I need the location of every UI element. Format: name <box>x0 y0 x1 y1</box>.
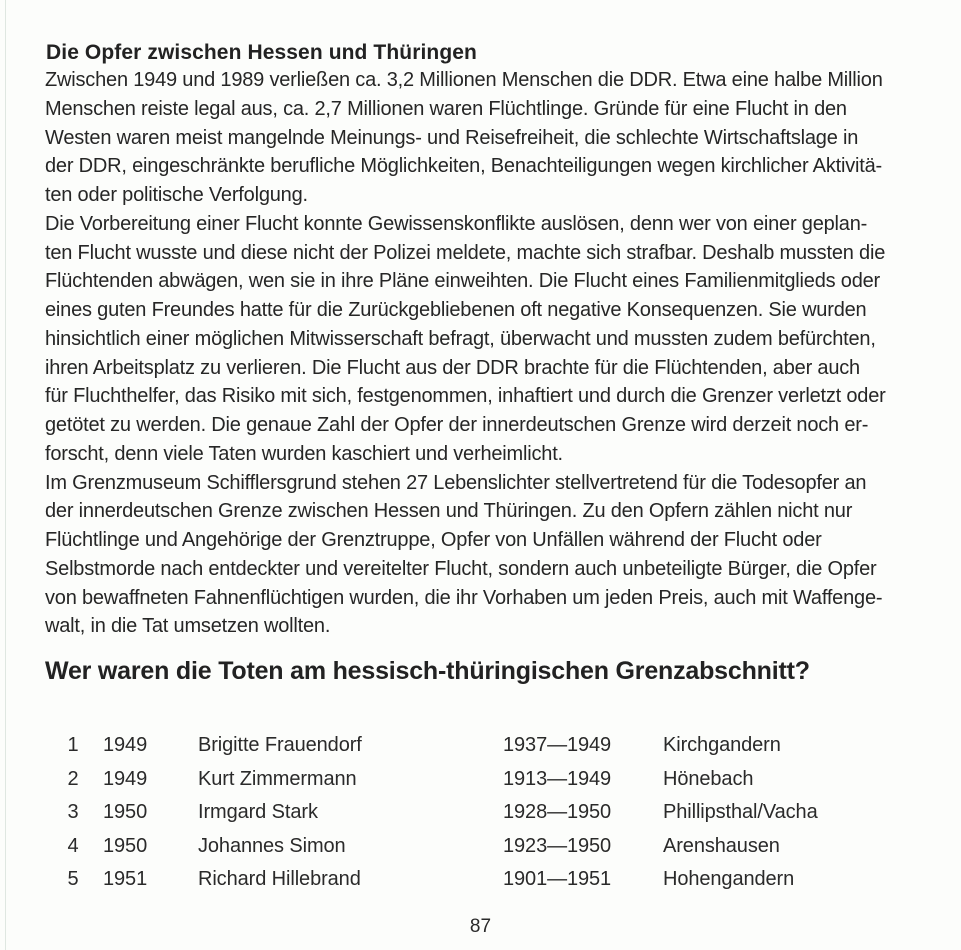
victim-name: Johannes Simon <box>198 834 346 857</box>
victims-table <box>0 729 961 897</box>
section-heading: Die Opfer zwischen Hessen und Thüringen <box>46 41 477 64</box>
text-line: hinsichtlich einer möglichen Mitwisserschaft befragt, überwacht und mussten zudem befürchten, <box>45 327 876 350</box>
text-line: walt, in die Tat umsetzen wollten. <box>45 615 331 638</box>
text-line: eines guten Freundes hatte für die Zurückgebliebenen oft negative Konsequenzen. Sie wurden <box>45 299 867 321</box>
victim-year: 1949 <box>103 734 148 756</box>
body-text <box>45 66 925 641</box>
victim-index: 2 <box>67 767 79 790</box>
victim-name: Richard Hillebrand <box>198 868 361 890</box>
victim-row <box>0 796 961 830</box>
victim-name: Kurt Zimmermann <box>198 767 357 790</box>
victim-place: Phillipsthal/Vacha <box>663 801 818 823</box>
victim-lifespan: 1928—1950 <box>503 801 612 823</box>
text-line: forscht, denn viele Taten wurden kaschiert und verheimlicht. <box>45 442 563 465</box>
victim-lifespan: 1913—1949 <box>503 767 612 790</box>
victim-index: 3 <box>67 801 79 823</box>
victim-place: Hönebach <box>663 767 754 790</box>
victim-row <box>0 830 961 864</box>
question-heading: Wer waren die Toten am hessisch-thüringischen Grenzabschnitt? <box>45 657 810 685</box>
text-line: Menschen reiste legal aus, ca. 2,7 Millionen waren Flüchtlinge. Gründe für eine Flucht in den <box>45 97 847 120</box>
victim-name: Brigitte Frauendorf <box>198 734 362 756</box>
victim-name: Irmgard Stark <box>198 801 318 823</box>
victim-row <box>0 763 961 797</box>
victim-year: 1949 <box>103 767 148 790</box>
text-line: von bewaffneten Fahnenflüchtigen wurden, die ihr Vorhaben um jeden Preis, auch mit Waffenge- <box>45 586 883 609</box>
victim-lifespan: 1901—1951 <box>503 868 612 890</box>
victim-lifespan: 1937—1949 <box>503 734 612 756</box>
text-line: Westen waren meist mangelnde Meinungs- und Reisefreiheit, die schlechte Wirtschaftslage in <box>45 126 859 149</box>
text-line: ihren Arbeitsplatz zu verlieren. Die Flucht aus der DDR brachte für die Flüchtenden, aber auch <box>45 356 860 379</box>
victim-place: Kirchgandern <box>663 734 781 756</box>
text-line: Die Vorbereitung einer Flucht konnte Gewissenskonflikte auslösen, denn wer von einer geplan- <box>45 212 868 235</box>
victim-place: Arenshausen <box>663 834 780 857</box>
victim-index: 5 <box>67 868 79 890</box>
text-line: für Fluchthelfer, das Risiko mit sich, festgenommen, inhaftiert und durch die Grenzer verletzt oder <box>45 385 886 408</box>
victim-row <box>0 863 961 897</box>
text-line: Im Grenzmuseum Schifflersgrund stehen 27 Lebenslichter stellvertretend für die Todesopfer an <box>45 471 867 494</box>
victim-lifespan: 1923—1950 <box>503 834 612 857</box>
text-line: getötet zu werden. Die genaue Zahl der Opfer der innerdeutschen Grenze wird derzeit noch er- <box>45 414 869 436</box>
victim-year: 1951 <box>103 868 148 890</box>
text-line: ten oder politische Verfolgung. <box>45 184 308 206</box>
victim-row <box>0 729 961 763</box>
paragraph <box>45 210 925 469</box>
text-line: Zwischen 1949 und 1989 verließen ca. 3,2 Millionen Menschen die DDR. Etwa eine halbe Million <box>45 69 883 91</box>
text-line: der DDR, eingeschränkte berufliche Möglichkeiten, Benachteiligungen wegen kirchlicher Aktivitä- <box>45 155 883 178</box>
text-line: der innerdeutschen Grenze zwischen Hessen und Thüringen. Zu den Opfern zählen nicht nur <box>45 500 853 523</box>
page-number: 87 <box>469 916 492 937</box>
victim-index: 1 <box>67 734 79 756</box>
text-line: Flüchtenden abwägen, wen sie in ihre Pläne einweihten. Die Flucht eines Familienmitglieds oder <box>45 270 881 293</box>
victim-index: 4 <box>67 834 79 857</box>
text-line: ten Flucht wusste und diese nicht der Polizei meldete, machte sich strafbar. Deshalb mussten die <box>45 241 886 264</box>
text-line: Flüchtlinge und Angehörige der Grenztruppe, Opfer von Unfällen während der Flucht oder <box>45 529 822 551</box>
paragraph <box>45 469 925 642</box>
text-line: Selbstmorde nach entdeckter und vereitelter Flucht, sondern auch unbeteiligte Bürger, die Opfer <box>45 557 877 580</box>
victim-year: 1950 <box>103 801 148 823</box>
victim-year: 1950 <box>103 834 148 857</box>
victim-place: Hohengandern <box>663 868 795 890</box>
paragraph <box>45 66 925 210</box>
